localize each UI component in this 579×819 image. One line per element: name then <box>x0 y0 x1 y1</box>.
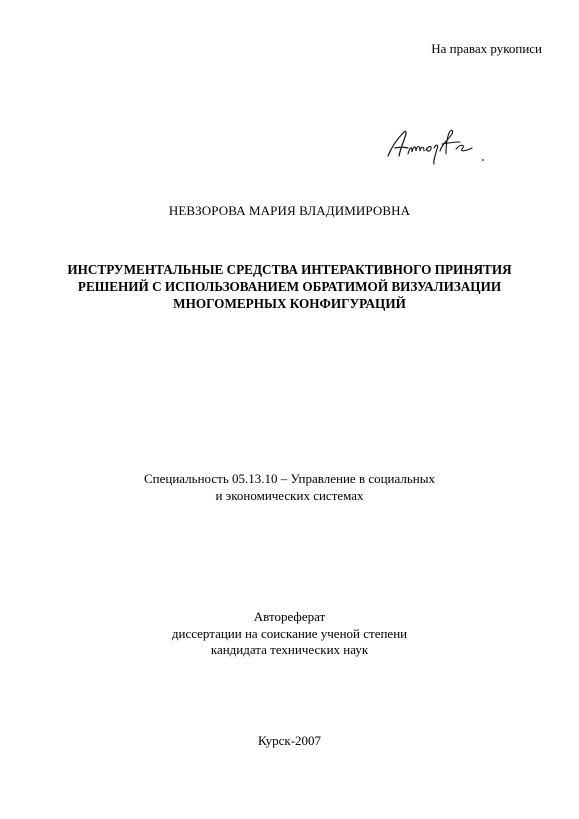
rights-note: На правах рукописи <box>431 41 542 56</box>
abstract-line: Автореферат <box>253 609 326 624</box>
specialty-line: Специальность 05.13.10 – Управление в социальных <box>143 471 436 486</box>
title-line: РЕШЕНИЙ С ИСПОЛЬЗОВАНИЕМ ОБРАТИМОЙ ВИЗУАЛИЗАЦИИ <box>77 279 502 294</box>
title-line: МНОГОМЕРНЫХ КОНФИГУРАЦИЙ <box>173 296 406 311</box>
title-line: ИНСТРУМЕНТАЛЬНЫЕ СРЕДСТВА ИНТЕРАКТИВНОГО ПРИНЯТИЯ <box>67 262 512 277</box>
author-name: НЕВЗОРОВА МАРИЯ ВЛАДИМИРОВНА <box>168 203 411 218</box>
signature-icon <box>382 118 492 166</box>
place-year: Курск-2007 <box>257 733 322 748</box>
dissertation-title <box>0 261 579 312</box>
specialty-block <box>0 471 579 504</box>
abstract-block <box>0 609 579 659</box>
abstract-line: кандидата технических наук <box>210 642 369 657</box>
abstract-line: диссертации на соискание ученой степени <box>171 625 408 641</box>
specialty-line: и экономических системах <box>215 487 364 503</box>
